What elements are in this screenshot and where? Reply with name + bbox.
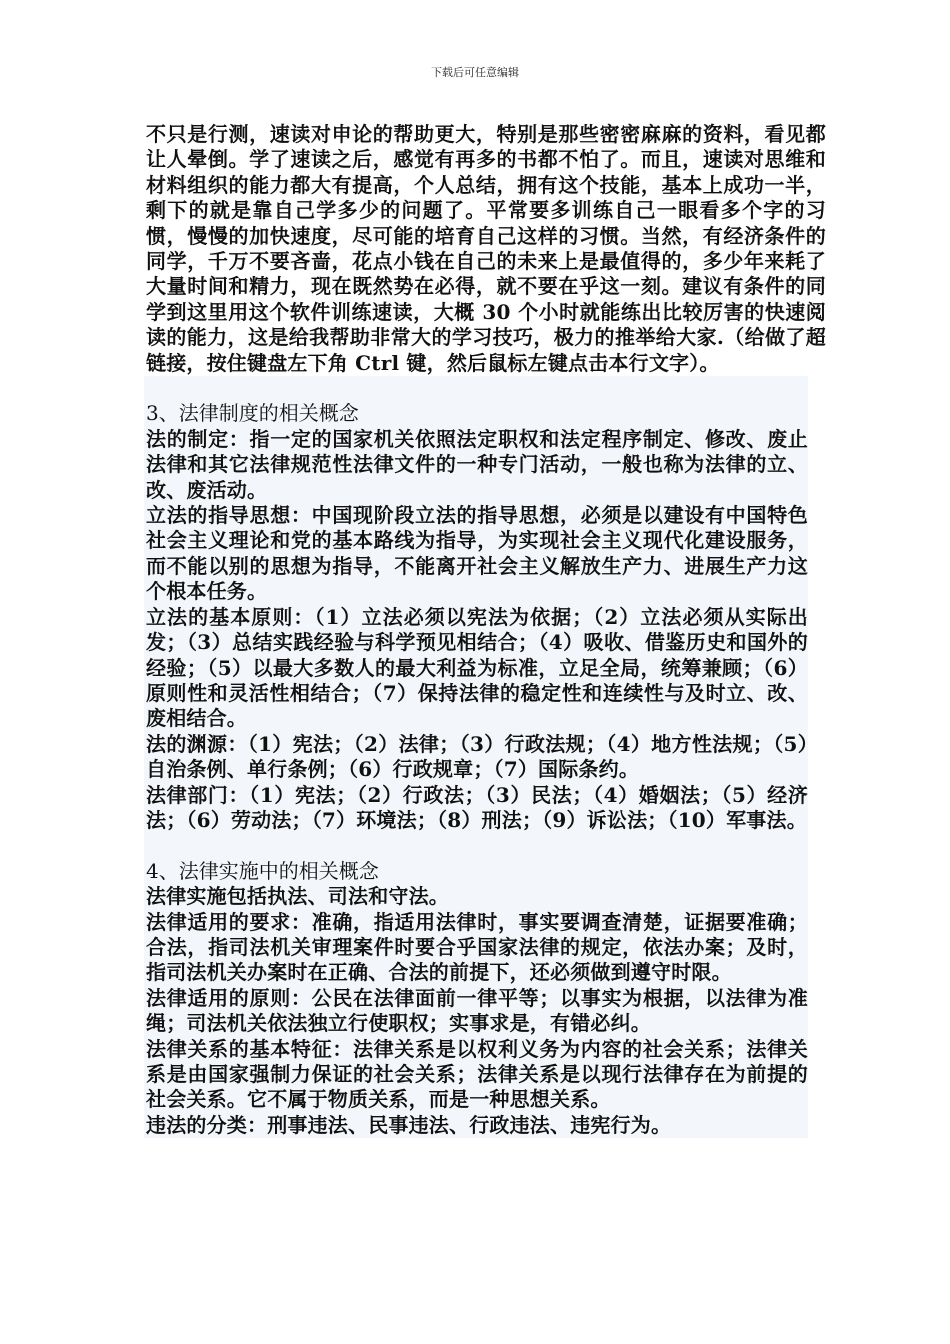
legislative-guiding-thought-paragraph: 立法的指导思想：中国现阶段立法的指导思想，必须是以建设有中国特色社会主义理论和党的基本路线为指导，为实现社会主义现代化建设服务，而不能以别的思想为指导，不能离开社会主义解放生产力、进展生产力这个根本任务。 — [146, 503, 808, 604]
violation-categories-paragraph: 违法的分类：刑事违法、民事违法、行政违法、违宪行为。 — [146, 1112, 672, 1137]
blank-line — [146, 376, 808, 401]
legal-departments-paragraph: 法律部门：（1）宪法；（2）行政法；（3）民法；（4）婚姻法；（5）经济法；（6）劳动法；（7）环境法；（8）刑法；（9）诉讼法；（10）军事法。 — [146, 782, 808, 832]
blank-line — [146, 833, 808, 858]
law-implementation-paragraph: 法律实施包括执法、司法和守法。 — [146, 884, 449, 909]
intro-paragraph[interactable]: 不只是行测，速读对申论的帮助更大，特别是那些密密麻麻的资料，看见都让人晕倒。学了速读之后，感觉有再多的书都不怕了。而且，速读对思维和材料组织的能力都大有提高，个人总结，拥有这个技能，基本上成功一半，剩下的就是靠自己学多少的问题了。平常要多训练自己一眼看多个字的习惯，慢慢的加快速度，尽可能的培育自己这样的习惯。当然，有经济条件的同学，千万不要吝啬，花点小钱在自己的未来上是最值得的，多少年来耗了大量时间和精力，现在既然势在必得，就不要在乎这一刻。建议有条件的同学到这里用这个软件训练速读，大概 30 个小时就能练出比较厉害的快速阅读的能力，这是给我帮助非常大的学习技巧，极力的推举给大家.（给做了超链接，按住键盘左下角 Ctrl 键，然后鼠标左键点击本行文字）。 — [146, 122, 826, 375]
sources-of-law-paragraph: 法的渊源：（1）宪法；（2）法律；（3）行政法规；（4）地方性法规；（5）自治条例、单行条例；（6）行政规章；（7）国际条约。 — [146, 731, 808, 782]
law-application-requirements-paragraph: 法律适用的要求：准确，指适用法律时，事实要调查清楚，证据要准确；合法，指司法机关审理案件时要合乎国家法律的规定，依法办案；及时，指司法机关办案时在正确、合法的前提下，还必须做到遵守时限。 — [146, 909, 808, 985]
section-3-heading: 3、法律制度的相关概念 — [146, 401, 359, 426]
legislative-principles-paragraph: 立法的基本原则：（1）立法必须以宪法为依据；（2）立法必须从实际出发；（3）总结实践经验与科学预见相结合；（4）吸收、借鉴历史和国外的经验；（5）以最大多数人的最大利益为标准，立足全局，统筹兼顾；（6）原则性和灵活性相结合；（7）保持法律的稳定性和连续性与及时立、改、废相结合。 — [146, 604, 808, 731]
law-application-principles-paragraph: 法律适用的原则：公民在法律面前一律平等；以事实为根据，以法律为准绳；司法机关依法独立行使职权；实事求是，有错必纠。 — [146, 985, 808, 1036]
law-making-paragraph: 法的制定：指一定的国家机关依照法定职权和法定程序制定、修改、废止法律和其它法律规范性法律文件的一种专门活动，一般也称为法律的立、改、废活动。 — [146, 426, 808, 502]
section-4-heading: 4、法律实施中的相关概念 — [146, 858, 379, 883]
document-body — [146, 122, 826, 1138]
page-header: 下载后可任意编辑 — [431, 66, 519, 79]
legal-relation-features-paragraph: 法律关系的基本特征：法律关系是以权利义务为内容的社会关系；法律关系是由国家强制力保证的社会关系；法律关系是以现行法律存在为前提的社会关系。它不属于物质关系，而是一种思想关系。 — [146, 1036, 808, 1112]
shaded-content-block — [144, 376, 808, 1138]
